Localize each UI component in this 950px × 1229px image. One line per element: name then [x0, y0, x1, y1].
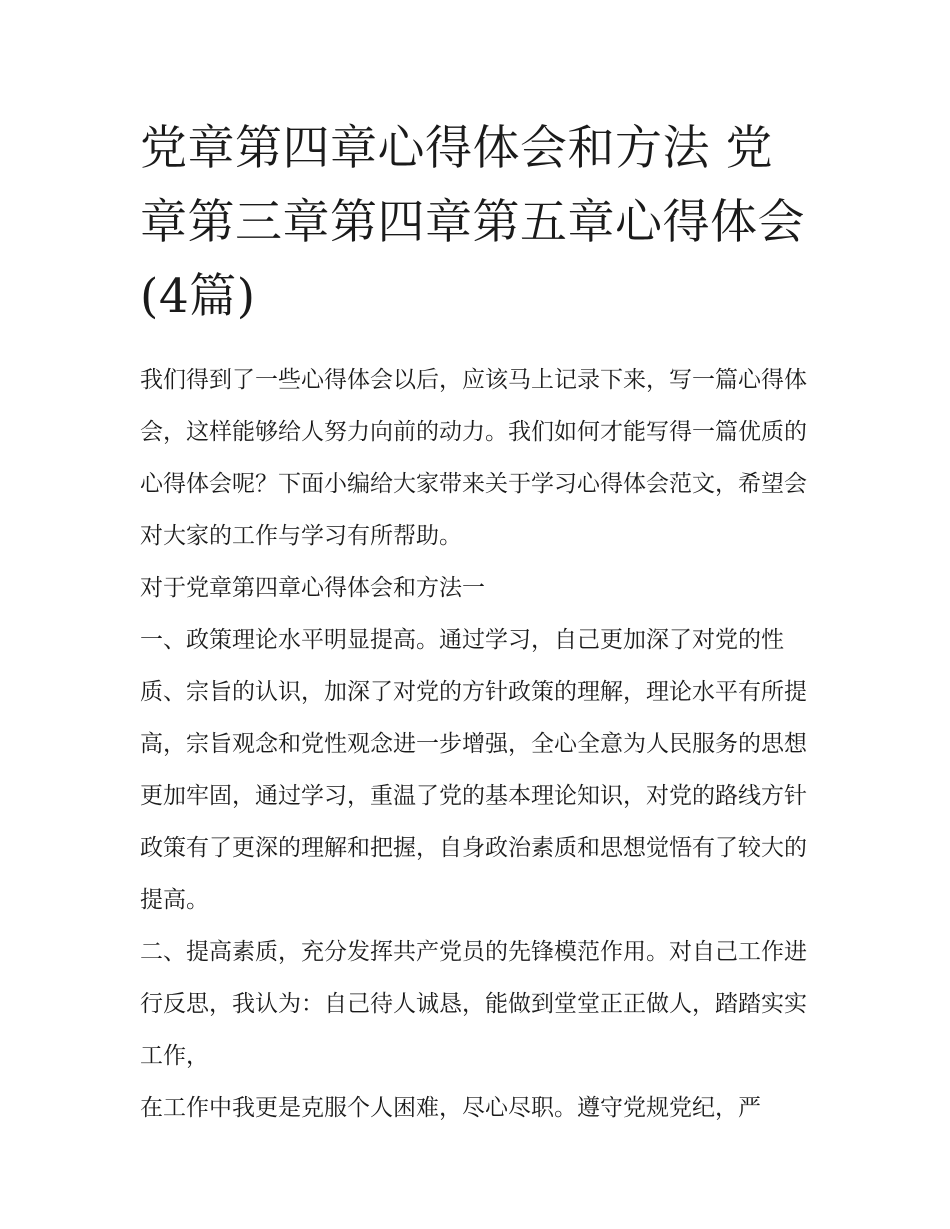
paragraph-section-heading: 对于党章第四章心得体会和方法一 [140, 575, 485, 601]
paragraph-continuation: 在工作中我更是克服个人困难，尽心尽职。遵守党规党纪，严 [140, 1095, 761, 1121]
document-body [140, 354, 820, 1134]
paragraph-intro: 我们得到了一些心得体会以后，应该马上记录下来，写一篇心得体会，这样能够给人努力向前的动力。我们如何才能写得一篇优质的心得体会呢？下面小编给大家带来关于学习心得体会范文，希望会对大家的工作与学习有所帮助。 [140, 367, 807, 549]
paragraph-point-one: 一、政策理论水平明显提高。通过学习，自己更加深了对党的性质、宗旨的认识，加深了对党的方针政策的理解，理论水平有所提高，宗旨观念和党性观念进一步增强，全心全意为人民服务的思想更加牢固，通过学习，重温了党的基本理论知识，对党的路线方针政策有了更深的理解和把握，自身政治素质和思想觉悟有了较大的提高。 [140, 627, 807, 913]
document-title: 党章第四章心得体会和方法 党章第三章第四章第五章心得体会(4篇) [140, 121, 805, 324]
paragraph-point-two: 二、提高素质，充分发挥共产党员的先锋模范作用。对自己工作进行反思，我认为：自己待人诚恳，能做到堂堂正正做人，踏踏实实工作， [140, 939, 807, 1069]
